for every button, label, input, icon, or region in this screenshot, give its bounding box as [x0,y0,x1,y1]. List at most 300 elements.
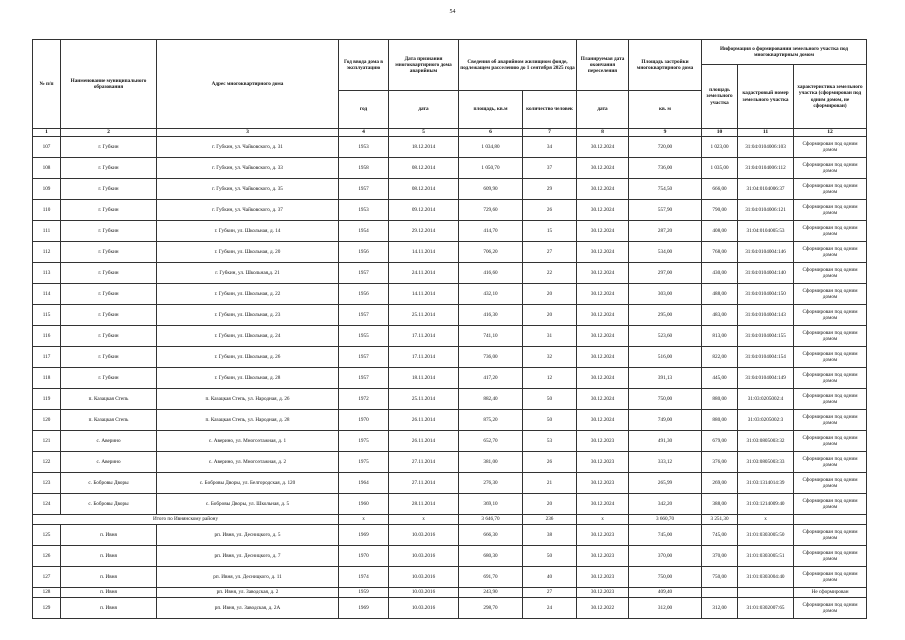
table-row [33,525,867,546]
people-count: 22 [523,263,577,284]
fund-area: 736,00 [459,347,523,368]
table-row [33,389,867,410]
building-area: 342,20 [629,494,702,515]
address: г. Губкин, ул. Школьная, д. 23 [157,305,339,326]
table-row [33,473,867,494]
fund-area: 609,90 [459,179,523,200]
address: г. Губкин, ул. Чайковского, д. 37 [157,200,339,221]
emergency-date: 25.11.2014 [389,305,459,326]
fund-area: 276,30 [459,473,523,494]
building-area: 295,00 [629,305,702,326]
row-number: 124 [33,494,61,515]
commission-year: 1958 [339,158,389,179]
table-row [33,305,867,326]
address: г. Губкин, ул. Школьная, д. 24 [157,326,339,347]
commission-year: 1970 [339,546,389,567]
emergency-date: 08.12.2014 [389,158,459,179]
total-status [794,515,867,525]
total-date: x [389,515,459,525]
relocation-end: 30.12.2023 [577,546,629,567]
header-emergency-date: Дата признания многоквартирного дома аварийным [389,40,459,91]
emergency-housing-register-table [32,39,867,619]
table-row [33,200,867,221]
relocation-end: 30.12.2022 [577,598,629,619]
column-numbers-row [33,129,867,137]
cadastral-number: 31:04:0104006:112 [738,158,794,179]
land-area: 880,00 [702,410,738,431]
table-body-tail [33,588,867,619]
commission-year: 1975 [339,452,389,473]
people-count: 34 [523,137,577,158]
address: с. Бобровы Дворы, ул. Школьная, д. 5 [157,494,339,515]
building-area: 312,00 [629,598,702,619]
header-municipality: Наименование муниципального образования [61,40,157,129]
cadastral-number: 31:03:1214009:40 [738,494,794,515]
table-row [33,221,867,242]
building-area: 720,00 [629,137,702,158]
land-area: 408,00 [702,221,738,242]
people-count: 20 [523,494,577,515]
row-number: 112 [33,242,61,263]
municipality: п. Ивня [61,598,157,619]
emergency-date: 17.11.2014 [389,347,459,368]
people-count: 31 [523,326,577,347]
people-count: 27 [523,588,577,598]
commission-year: 1957 [339,263,389,284]
address: г. Губкин, ул. Чайковского, д. 31 [157,137,339,158]
municipality: г. Губкин [61,284,157,305]
table-row [33,368,867,389]
address: г. Губкин, ул. Школьная, д. 22 [157,284,339,305]
land-status: Сформирован под одним домом [794,389,867,410]
building-area: 265,99 [629,473,702,494]
building-area: 391,13 [629,368,702,389]
municipality: п. Ивня [61,588,157,598]
row-number: 121 [33,431,61,452]
cadastral-number: 31:04:0104005:53 [738,221,794,242]
people-count: 21 [523,473,577,494]
building-area: 736,00 [629,158,702,179]
total-build: 3 660,70 [629,515,702,525]
emergency-date: 10.03.2016 [389,588,459,598]
relocation-end: 30.12.2023 [577,473,629,494]
people-count: 53 [523,431,577,452]
header-address: Адрес многоквартирного дома [157,40,339,129]
row-number: 111 [33,221,61,242]
address: с. Аверино, ул. Многоэтажная, д. 2 [157,452,339,473]
emergency-date: 10.03.2016 [389,525,459,546]
row-number: 120 [33,410,61,431]
table-body-gubkin-section [33,137,867,515]
building-area: 749,00 [629,410,702,431]
people-count: 40 [523,567,577,588]
municipality: п. Казацкая Степь [61,410,157,431]
emergency-date: 08.12.2014 [389,179,459,200]
table-row [33,410,867,431]
fund-area: 417,20 [459,368,523,389]
relocation-end: 30.12.2024 [577,326,629,347]
row-number: 117 [33,347,61,368]
land-area: 745,00 [702,525,738,546]
people-count: 29 [523,179,577,200]
subheader-year: год [339,91,389,129]
emergency-date: 28.11.2014 [389,494,459,515]
fund-area: 652,70 [459,431,523,452]
fund-area: 1 050,70 [459,158,523,179]
commission-year: 1970 [339,410,389,431]
land-status: Сформирован под одним домом [794,137,867,158]
commission-year: 1969 [339,525,389,546]
table-row [33,242,867,263]
municipality: г. Губкин [61,221,157,242]
land-area: 312,00 [702,598,738,619]
cadastral-number: 31:03:0205002:3 [738,410,794,431]
relocation-end: 30.12.2024 [577,494,629,515]
people-count: 27 [523,242,577,263]
cadastral-number: 31:04:0104004:146 [738,242,794,263]
cadastral-number: 31:03:0805003:33 [738,452,794,473]
total-cad: x [738,515,794,525]
table-row [33,284,867,305]
subheader-date: дата [389,91,459,129]
land-status: Сформирован под одним домом [794,368,867,389]
emergency-date: 10.03.2016 [389,598,459,619]
people-count: 50 [523,389,577,410]
commission-year: 1956 [339,242,389,263]
address: г. Губкин, ул. Школьная, д. 26 [157,347,339,368]
cadastral-number [738,588,794,598]
column-number: 4 [339,129,389,137]
relocation-end: 30.12.2023 [577,431,629,452]
fund-area: 432,10 [459,284,523,305]
relocation-end: 30.12.2024 [577,389,629,410]
land-status: Сформирован под одним домом [794,200,867,221]
row-number: 127 [33,567,61,588]
row-number: 129 [33,598,61,619]
land-area: 750,00 [702,567,738,588]
row-number: 119 [33,389,61,410]
address: г. Губкин, ул. Школьная, д. 14 [157,221,339,242]
land-area: 822,00 [702,347,738,368]
building-area: 523,60 [629,326,702,347]
table-row [33,326,867,347]
table-row [33,347,867,368]
emergency-date: 29.12.2014 [389,221,459,242]
commission-year: 1954 [339,221,389,242]
emergency-date: 10.03.2016 [389,567,459,588]
header-relocation-end: Планируемая дата окончания переселения [577,40,629,91]
column-number: 5 [389,129,459,137]
table-row [33,158,867,179]
address: г. Губкин, ул. Школьная, д. 20 [157,242,339,263]
building-area: 750,00 [629,389,702,410]
emergency-date: 18.11.2014 [389,368,459,389]
address: рп. Ивня, ул. Десницкого, д. 5 [157,525,339,546]
land-area: 813,00 [702,326,738,347]
address: рп. Ивня, ул. Десницкого, д. 7 [157,546,339,567]
subheader-area: площадь, кв.м [459,91,523,129]
table-row [33,588,867,598]
emergency-date: 24.11.2014 [389,263,459,284]
subheader-people: количество человек [523,91,577,129]
people-count: 50 [523,410,577,431]
fund-area: 875,20 [459,410,523,431]
table-body-total [33,515,867,525]
people-count: 12 [523,368,577,389]
building-area: 516,00 [629,347,702,368]
column-number: 11 [738,129,794,137]
row-number: 107 [33,137,61,158]
table-row [33,179,867,200]
address: рп. Ивня, ул. Десницкого, д. 11 [157,567,339,588]
cadastral-number: 31:04:0104004:150 [738,284,794,305]
fund-area: 243,90 [459,588,523,598]
row-number: 116 [33,326,61,347]
municipality: с. Бобровы Дворы [61,494,157,515]
address: с. Аверино, ул. Многоэтажная, д. 1 [157,431,339,452]
cadastral-number: 31:04:0104006:37 [738,179,794,200]
land-area: 269,00 [702,473,738,494]
land-status: Не сформирован [794,588,867,598]
row-number: 128 [33,588,61,598]
relocation-end: 30.12.2024 [577,368,629,389]
cadastral-number: 31:03:0805003:32 [738,431,794,452]
row-number: 115 [33,305,61,326]
land-status: Сформирован под одним домом [794,305,867,326]
column-number: 12 [794,129,867,137]
commission-year: 1957 [339,179,389,200]
fund-area: 416,30 [459,305,523,326]
municipality: с. Бобровы Дворы [61,473,157,494]
table-row [33,137,867,158]
commission-year: 1974 [339,567,389,588]
land-status: Сформирован под одним домом [794,525,867,546]
row-number: 125 [33,525,61,546]
cadastral-number: 31:04:0104006:121 [738,200,794,221]
building-area: 557,90 [629,200,702,221]
people-count: 20 [523,305,577,326]
address: г. Губкин, ул. Школьная,д. 21 [157,263,339,284]
column-number: 7 [523,129,577,137]
fund-area: 706,20 [459,242,523,263]
commission-year: 1953 [339,200,389,221]
emergency-date: 17.11.2014 [389,326,459,347]
municipality: г. Губкин [61,368,157,389]
people-count: 26 [523,200,577,221]
row-number: 122 [33,452,61,473]
cadastral-number: 31:04:0104004:140 [738,263,794,284]
column-number: 3 [157,129,339,137]
table-row [33,263,867,284]
emergency-date: 18.12.2014 [389,137,459,158]
relocation-end: 30.12.2024 [577,305,629,326]
commission-year: 1957 [339,305,389,326]
land-status: Сформирован под одним домом [794,546,867,567]
header-land-area: площадь земельного участка [702,65,738,129]
commission-year: 1959 [339,588,389,598]
land-status: Сформирован под одним домом [794,284,867,305]
emergency-date: 25.11.2014 [389,389,459,410]
land-status: Сформирован под одним домом [794,179,867,200]
municipality: г. Губкин [61,137,157,158]
building-area: 745,00 [629,525,702,546]
municipality: г. Губкин [61,158,157,179]
cadastral-number: 31:01:0303004:40 [738,567,794,588]
column-number: 10 [702,129,738,137]
header-land-characteristic: характеристика земельного участка (сформирован под одним домом, не сформирован) [794,65,867,129]
land-status: Сформирован под одним домом [794,452,867,473]
relocation-end: 30.12.2023 [577,588,629,598]
municipality: п. Ивня [61,567,157,588]
row-number: 110 [33,200,61,221]
row-number: 113 [33,263,61,284]
relocation-end: 30.12.2024 [577,263,629,284]
address: г. Губкин, ул. Чайковского, д. 33 [157,158,339,179]
table-row [33,494,867,515]
cadastral-number: 31:04:0104004:155 [738,326,794,347]
header-row-number: № п/п [33,40,61,129]
land-area: 1 035,00 [702,158,738,179]
building-area: 409,40 [629,588,702,598]
land-area: 790,00 [702,200,738,221]
people-count: 32 [523,347,577,368]
relocation-end: 30.12.2024 [577,158,629,179]
building-area: 287,20 [629,221,702,242]
commission-year: 1957 [339,347,389,368]
building-area: 754,50 [629,179,702,200]
land-status: Сформирован под одним домом [794,347,867,368]
land-area: 488,00 [702,284,738,305]
land-area: 483,00 [702,305,738,326]
row-number: 114 [33,284,61,305]
cadastral-number: 31:04:0104004:143 [738,305,794,326]
total-land: 3 251,30 [702,515,738,525]
municipality: г. Губкин [61,179,157,200]
row-number: 109 [33,179,61,200]
column-number: 1 [33,129,61,137]
building-area: 303,00 [629,284,702,305]
subheader-sq-m: кв. м [629,91,702,129]
page-number: 54 [449,9,456,15]
cadastral-number: 31:03:1314014:39 [738,473,794,494]
commission-year: 1953 [339,137,389,158]
emergency-date: 27.11.2014 [389,473,459,494]
address: п. Казацкая Степь, ул. Народная, д. 26 [157,389,339,410]
land-area: 1 023,00 [702,137,738,158]
commission-year: 1972 [339,389,389,410]
address: рп. Ивня, ул. Заводская, д. 2 [157,588,339,598]
land-area: 376,00 [702,452,738,473]
relocation-end: 30.12.2023 [577,567,629,588]
fund-area: 691,70 [459,567,523,588]
total-label: Итого по Ивнянскому району [33,515,339,525]
commission-year: 1955 [339,326,389,347]
address: п. Казацкая Степь, ул. Народная, д. 28 [157,410,339,431]
address: г. Губкин, ул. Школьная, д. 28 [157,368,339,389]
emergency-date: 09.12.2014 [389,200,459,221]
municipality: п. Казацкая Степь [61,389,157,410]
header-building-area: Площадь застройки многоквартирного дома [629,40,702,91]
total-end: x [577,515,629,525]
total-row [33,515,867,525]
land-area: 768,00 [702,242,738,263]
building-area: 297,00 [629,263,702,284]
land-status: Сформирован под одним домом [794,473,867,494]
land-area: 679,00 [702,431,738,452]
fund-area: 666,30 [459,525,523,546]
land-status: Сформирован под одним домом [794,410,867,431]
commission-year: 1956 [339,284,389,305]
land-status: Сформирован под одним домом [794,326,867,347]
people-count: 37 [523,158,577,179]
emergency-date: 14.11.2014 [389,242,459,263]
land-area: 370,00 [702,546,738,567]
municipality: с. Аверино [61,452,157,473]
table-row [33,567,867,588]
column-number: 2 [61,129,157,137]
table-row [33,598,867,619]
land-status: Сформирован под одним домом [794,494,867,515]
relocation-end: 30.12.2024 [577,221,629,242]
emergency-date: 10.03.2016 [389,546,459,567]
land-status: Сформирован под одним домом [794,242,867,263]
row-number: 126 [33,546,61,567]
fund-area: 680,30 [459,546,523,567]
fund-area: 729,60 [459,200,523,221]
relocation-end: 30.12.2024 [577,410,629,431]
land-status: Сформирован под одним домом [794,431,867,452]
land-area [702,588,738,598]
building-area: 534,00 [629,242,702,263]
building-area: 333,12 [629,452,702,473]
municipality: с. Аверино [61,431,157,452]
fund-area: 298,70 [459,598,523,619]
commission-year: 1957 [339,368,389,389]
municipality: г. Губкин [61,305,157,326]
land-status: Сформирован под одним домом [794,263,867,284]
row-number: 108 [33,158,61,179]
subheader-end-date: дата [577,91,629,129]
building-area: 750,00 [629,567,702,588]
relocation-end: 30.12.2024 [577,179,629,200]
land-status: Сформирован под одним домом [794,221,867,242]
people-count: 20 [523,284,577,305]
relocation-end: 30.12.2024 [577,200,629,221]
fund-area: 1 034,80 [459,137,523,158]
address: г. Губкин, ул. Чайковского, д. 35 [157,179,339,200]
header-land-plot-info: Информация о формировании земельного участка под многоквартирным домом [702,40,867,65]
people-count: 24 [523,598,577,619]
emergency-date: 26.11.2014 [389,410,459,431]
municipality: п. Ивня [61,525,157,546]
land-area: 445,00 [702,368,738,389]
commission-year: 1969 [339,598,389,619]
cadastral-number: 31:03:0205002:4 [738,389,794,410]
row-number: 118 [33,368,61,389]
fund-area: 882,40 [459,389,523,410]
table-row [33,452,867,473]
relocation-end: 30.12.2024 [577,242,629,263]
commission-year: 1960 [339,494,389,515]
cadastral-number: 31:04:0104006:103 [738,137,794,158]
cadastral-number: 31:01:0303005:51 [738,546,794,567]
fund-area: 416,60 [459,263,523,284]
row-number: 123 [33,473,61,494]
cadastral-number: 31:04:0104004:149 [738,368,794,389]
land-area: 388,00 [702,494,738,515]
fund-area: 741,10 [459,326,523,347]
fund-area: 381,00 [459,452,523,473]
